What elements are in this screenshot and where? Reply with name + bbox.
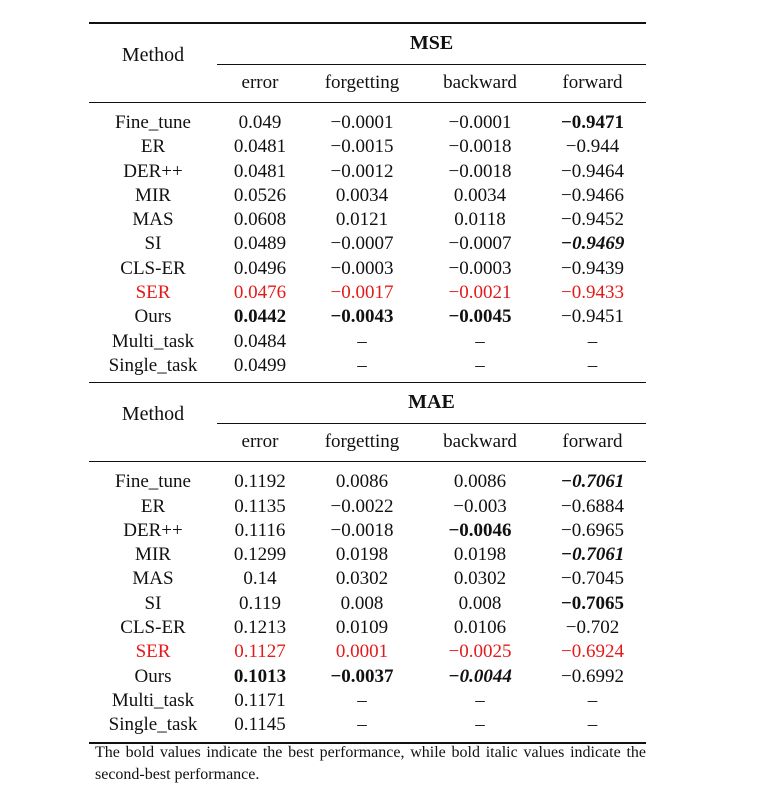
column-header: backward <box>443 72 517 93</box>
value-cell: 0.0608 <box>233 209 287 231</box>
value-cell: – <box>475 714 485 736</box>
value-cell: – <box>357 714 367 736</box>
method-cell: MAS <box>132 568 174 590</box>
value-cell: 0.1116 <box>234 519 286 541</box>
method-cell: Multi_task <box>111 330 195 352</box>
method-cell: Ours <box>134 306 172 328</box>
value-cell: −0.0046 <box>448 519 512 541</box>
value-cell: −0.003 <box>453 495 507 517</box>
mae-rows <box>89 462 646 741</box>
value-cell: 0.1135 <box>234 495 286 517</box>
method-cell: CLS-ER <box>120 257 186 279</box>
table-row <box>89 519 646 543</box>
group-header-mae: MAE <box>408 391 455 414</box>
value-cell: −0.0015 <box>330 136 394 158</box>
value-cell: 0.049 <box>238 112 282 133</box>
value-cell: −0.0017 <box>330 282 394 304</box>
value-cell: 0.0489 <box>233 233 287 255</box>
table-row <box>89 330 646 354</box>
table-row <box>89 713 646 737</box>
value-cell: 0.008 <box>458 592 502 614</box>
column-header: forgetting <box>324 72 400 93</box>
method-cell: Fine_tune <box>115 471 191 493</box>
value-cell: −0.0007 <box>330 233 394 255</box>
value-cell: −0.944 <box>565 136 620 158</box>
value-cell: 0.0476 <box>233 282 287 304</box>
table-row <box>89 184 646 208</box>
value-cell: −0.0043 <box>330 306 394 328</box>
table-row <box>89 281 646 305</box>
value-cell: −0.6992 <box>561 665 624 687</box>
value-cell: −0.9469 <box>560 233 625 255</box>
value-cell: – <box>587 354 598 376</box>
value-cell: 0.1192 <box>234 471 286 493</box>
mae-header <box>89 383 646 461</box>
method-cell: Single_task <box>108 354 198 376</box>
value-cell: 0.1145 <box>234 714 286 736</box>
value-cell: 0.0484 <box>233 330 287 352</box>
value-cell: −0.0025 <box>448 641 512 663</box>
method-header: Method <box>121 403 185 426</box>
column-header: forgetting <box>324 431 400 453</box>
value-cell: −0.9439 <box>561 257 624 279</box>
method-cell: ER <box>140 136 166 158</box>
table-row <box>89 543 646 567</box>
table-row <box>89 232 646 256</box>
value-cell: – <box>357 354 367 376</box>
table-row <box>89 665 646 689</box>
mse-rows <box>89 103 646 382</box>
method-cell: SI <box>144 233 162 255</box>
value-cell: 0.0118 <box>454 209 506 231</box>
method-cell: Fine_tune <box>115 112 191 133</box>
value-cell: −0.9451 <box>561 306 624 328</box>
method-cell: SER <box>135 282 171 304</box>
table-row <box>89 257 646 281</box>
value-cell: −0.0018 <box>448 136 512 158</box>
value-cell: – <box>587 689 598 711</box>
value-cell: 0.0198 <box>453 544 507 566</box>
value-cell: −0.9464 <box>561 160 624 182</box>
column-header: backward <box>443 431 517 453</box>
group-rule <box>217 423 646 424</box>
table-row <box>89 567 646 591</box>
value-cell: – <box>475 689 485 711</box>
value-cell: −0.0018 <box>448 160 512 182</box>
value-cell: −0.7065 <box>560 592 625 614</box>
method-cell: MAS <box>132 209 174 231</box>
value-cell: – <box>587 330 598 352</box>
value-cell: 0.0034 <box>453 184 507 206</box>
table-row <box>89 111 646 135</box>
table-row <box>89 689 646 713</box>
value-cell: – <box>357 330 367 352</box>
table-row <box>89 160 646 184</box>
value-cell: 0.1299 <box>233 544 287 566</box>
value-cell: −0.6884 <box>561 495 624 517</box>
value-cell: 0.0481 <box>233 136 287 158</box>
method-cell: DER++ <box>123 519 183 541</box>
table-row <box>89 495 646 519</box>
value-cell: −0.9466 <box>561 184 624 206</box>
table-row <box>89 470 646 494</box>
value-cell: 0.0086 <box>335 471 389 493</box>
value-cell: −0.0044 <box>448 665 512 687</box>
value-cell: 0.0496 <box>233 257 287 279</box>
value-cell: −0.7061 <box>560 471 625 493</box>
value-cell: −0.0003 <box>330 257 394 279</box>
value-cell: – <box>357 689 367 711</box>
value-cell: −0.0021 <box>448 282 512 304</box>
value-cell: 0.14 <box>243 568 277 590</box>
method-header: Method <box>121 44 185 66</box>
group-header-mse: MSE <box>409 32 454 54</box>
value-cell: −0.6965 <box>561 519 624 541</box>
column-header: forward <box>562 431 623 453</box>
group-rule <box>217 64 646 65</box>
table-row <box>89 135 646 159</box>
value-cell: 0.0302 <box>335 568 389 590</box>
value-cell: −0.6924 <box>561 641 624 663</box>
table-row <box>89 640 646 664</box>
value-cell: 0.1127 <box>234 641 286 663</box>
table-footnote: The bold values indicate the best performance, while bold italic values indicate the second-best performance. <box>95 744 646 783</box>
value-cell: −0.0012 <box>330 160 394 182</box>
value-cell: 0.008 <box>340 592 384 614</box>
method-cell: Multi_task <box>111 689 195 711</box>
value-cell: 0.1171 <box>234 689 286 711</box>
value-cell: −0.9452 <box>561 209 624 231</box>
value-cell: −0.0003 <box>448 257 512 279</box>
value-cell: −0.9471 <box>560 112 625 133</box>
table-row <box>89 354 646 378</box>
value-cell: – <box>475 354 485 376</box>
value-cell: 0.0121 <box>335 209 389 231</box>
value-cell: 0.0526 <box>233 184 287 206</box>
column-headers <box>89 431 646 455</box>
value-cell: 0.0481 <box>233 160 287 182</box>
value-cell: 0.1213 <box>233 617 287 639</box>
value-cell: −0.0018 <box>330 519 394 541</box>
column-header: forward <box>562 72 623 93</box>
table-row <box>89 305 646 329</box>
table-row <box>89 616 646 640</box>
value-cell: −0.0007 <box>448 233 512 255</box>
method-cell: CLS-ER <box>120 617 186 639</box>
column-header: error <box>241 431 279 453</box>
value-cell: 0.0086 <box>453 471 507 493</box>
value-cell: 0.0198 <box>335 544 389 566</box>
value-cell: 0.0442 <box>233 306 287 328</box>
value-cell: 0.0109 <box>335 617 389 639</box>
method-cell: MIR <box>135 544 171 566</box>
method-cell: MIR <box>135 184 171 206</box>
method-cell: SER <box>135 641 171 663</box>
value-cell: – <box>587 714 598 736</box>
mse-header <box>89 24 646 102</box>
column-header: error <box>241 72 279 93</box>
value-cell: −0.9433 <box>561 282 624 304</box>
value-cell: −0.0001 <box>330 112 394 133</box>
value-cell: −0.0022 <box>330 495 394 517</box>
method-cell: ER <box>140 495 166 517</box>
method-cell: SI <box>144 592 162 614</box>
value-cell: −0.7045 <box>561 568 624 590</box>
value-cell: −0.702 <box>565 617 620 639</box>
column-headers <box>89 72 646 96</box>
value-cell: 0.0106 <box>453 617 507 639</box>
value-cell: 0.119 <box>238 592 282 614</box>
value-cell: 0.1013 <box>233 665 287 687</box>
value-cell: 0.0034 <box>335 184 389 206</box>
value-cell: 0.0499 <box>233 354 287 376</box>
value-cell: – <box>475 330 485 352</box>
value-cell: −0.0045 <box>448 306 512 328</box>
value-cell: −0.7061 <box>560 544 625 566</box>
method-cell: DER++ <box>123 160 183 182</box>
value-cell: 0.0302 <box>453 568 507 590</box>
table-row <box>89 208 646 232</box>
value-cell: −0.0001 <box>448 112 512 133</box>
value-cell: 0.0001 <box>335 641 389 663</box>
table-row <box>89 592 646 616</box>
value-cell: −0.0037 <box>330 665 394 687</box>
method-cell: Ours <box>134 665 172 687</box>
results-table <box>89 22 646 744</box>
method-cell: Single_task <box>108 714 198 736</box>
